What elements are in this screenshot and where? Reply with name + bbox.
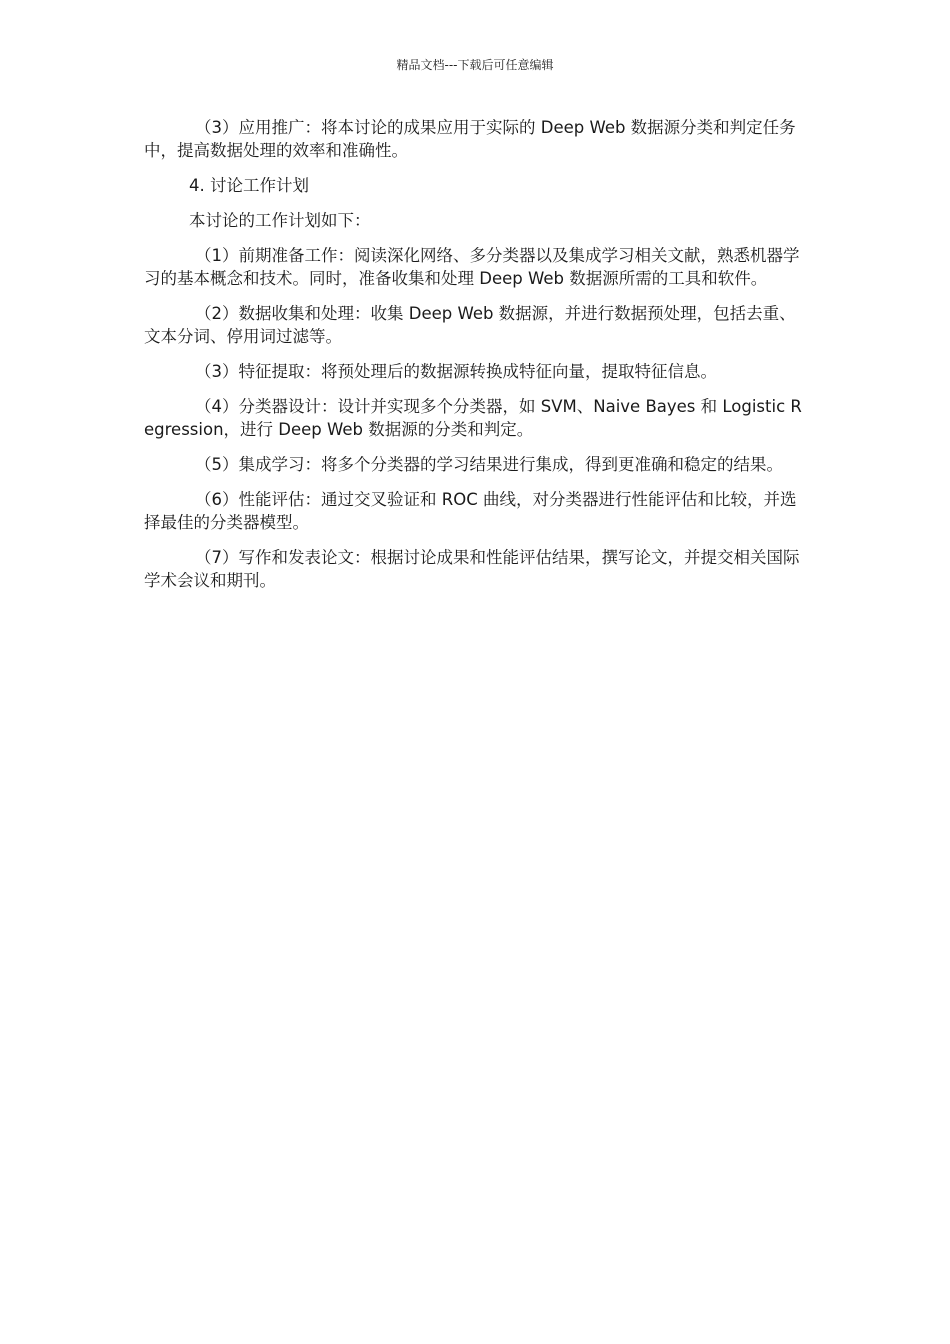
page-header: 精品文档---下载后可任意编辑 (396, 58, 554, 72)
plan-step-4: （4）分类器设计：设计并实现多个分类器，如 SVM、Naive Bayes 和 Logistic Regression，进行 Deep Web 数据源的分类和判定。 (144, 397, 802, 439)
plan-intro: 本讨论的工作计划如下： (189, 211, 371, 230)
plan-step-7: （7）写作和发表论文：根据讨论成果和性能评估结果，撰写论文，并提交相关国际学术会议和期刊。 (144, 548, 800, 590)
plan-step-1: （1）前期准备工作：阅读深化网络、多分类器以及集成学习相关文献，熟悉机器学习的基本概念和技术。同时，准备收集和处理 Deep Web 数据源所需的工具和软件。 (144, 246, 800, 288)
plan-step-3: （3）特征提取：将预处理后的数据源转换成特征向量，提取特征信息。 (195, 362, 717, 381)
plan-step-2: （2）数据收集和处理：收集 Deep Web 数据源，并进行数据预处理，包括去重、文本分词、停用词过滤等。 (144, 304, 796, 346)
paragraph-application: （3）应用推广：将本讨论的成果应用于实际的 Deep Web 数据源分类和判定任务中，提高数据处理的效率和准确性。 (144, 118, 796, 160)
plan-step-5: （5）集成学习：将多个分类器的学习结果进行集成，得到更准确和稳定的结果。 (195, 455, 783, 474)
plan-step-6: （6）性能评估：通过交叉验证和 ROC 曲线，对分类器进行性能评估和比较，并选择最佳的分类器模型。 (144, 490, 797, 532)
section-heading: 4. 讨论工作计划 (189, 176, 309, 195)
document-body (144, 116, 810, 604)
